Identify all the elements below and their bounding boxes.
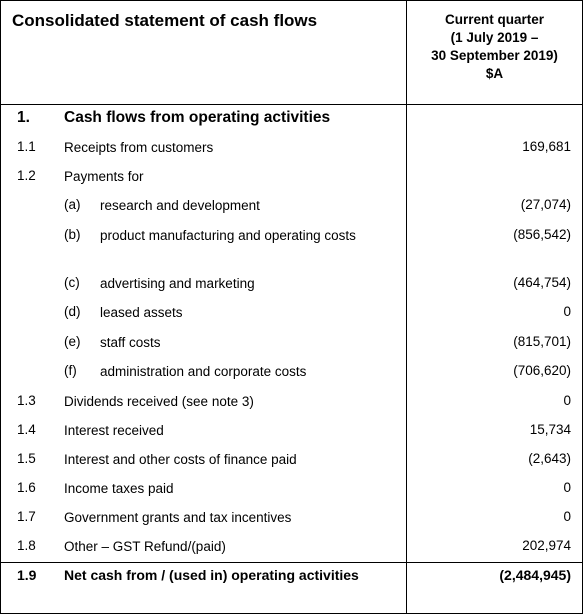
row-letter: (e) bbox=[64, 334, 81, 349]
row-label: product manufacturing and operating costs bbox=[100, 228, 356, 243]
row-value: (2,643) bbox=[528, 451, 571, 466]
row-label: leased assets bbox=[100, 305, 183, 320]
row-number: 1.8 bbox=[17, 538, 36, 553]
row-letter: (b) bbox=[64, 227, 81, 242]
header-divider bbox=[0, 104, 583, 105]
section-label: Cash flows from operating activities bbox=[64, 109, 331, 126]
row-label: Income taxes paid bbox=[64, 481, 174, 496]
column-header-line-4: $A bbox=[485, 66, 504, 81]
row-letter: (c) bbox=[64, 275, 80, 290]
row-label: research and development bbox=[100, 198, 260, 213]
section-number: 1. bbox=[17, 109, 30, 126]
row-value: 0 bbox=[563, 304, 571, 319]
column-divider bbox=[406, 0, 407, 614]
row-number: 1.3 bbox=[17, 393, 36, 408]
row-label: administration and corporate costs bbox=[100, 364, 307, 379]
row-value: 0 bbox=[563, 509, 571, 524]
row-number: 1.6 bbox=[17, 480, 36, 495]
row-letter: (d) bbox=[64, 304, 81, 319]
row-letter: (a) bbox=[64, 197, 81, 212]
row-value: 169,681 bbox=[522, 139, 571, 154]
total-label: Net cash from / (used in) operating activities bbox=[64, 567, 359, 583]
row-label: advertising and marketing bbox=[100, 276, 255, 291]
row-label: Other – GST Refund/(paid) bbox=[64, 539, 226, 554]
row-value: 0 bbox=[563, 393, 571, 408]
row-number: 1.5 bbox=[17, 451, 36, 466]
row-value: 0 bbox=[563, 480, 571, 495]
row-label: Interest and other costs of finance paid bbox=[64, 452, 297, 467]
row-letter: (f) bbox=[64, 363, 77, 378]
row-value: 15,734 bbox=[529, 422, 571, 437]
row-number: 1.2 bbox=[17, 168, 36, 183]
total-number: 1.9 bbox=[17, 567, 37, 583]
total-divider bbox=[0, 562, 583, 563]
row-label: staff costs bbox=[100, 335, 161, 350]
row-number: 1.4 bbox=[17, 422, 36, 437]
row-value: 202,974 bbox=[522, 538, 571, 553]
row-number: 1.1 bbox=[17, 139, 36, 154]
row-label: Government grants and tax incentives bbox=[64, 510, 292, 525]
column-header-line-3: 30 September 2019) bbox=[431, 48, 558, 63]
column-header-line-2: (1 July 2019 – bbox=[450, 30, 539, 45]
row-label: Interest received bbox=[64, 423, 164, 438]
total-value: (2,484,945) bbox=[499, 567, 571, 583]
row-value: (815,701) bbox=[513, 334, 571, 349]
column-header-line-1: Current quarter bbox=[444, 12, 544, 27]
row-value: (856,542) bbox=[513, 227, 571, 242]
row-label: Dividends received (see note 3) bbox=[64, 394, 254, 409]
row-label: Payments for bbox=[64, 169, 144, 184]
row-value: (27,074) bbox=[520, 197, 571, 212]
row-value: (706,620) bbox=[513, 363, 571, 378]
row-number: 1.7 bbox=[17, 509, 36, 524]
column-header bbox=[406, 11, 583, 83]
table-title: Consolidated statement of cash flows bbox=[12, 11, 318, 30]
row-label: Receipts from customers bbox=[64, 140, 214, 155]
row-value: (464,754) bbox=[513, 275, 571, 290]
